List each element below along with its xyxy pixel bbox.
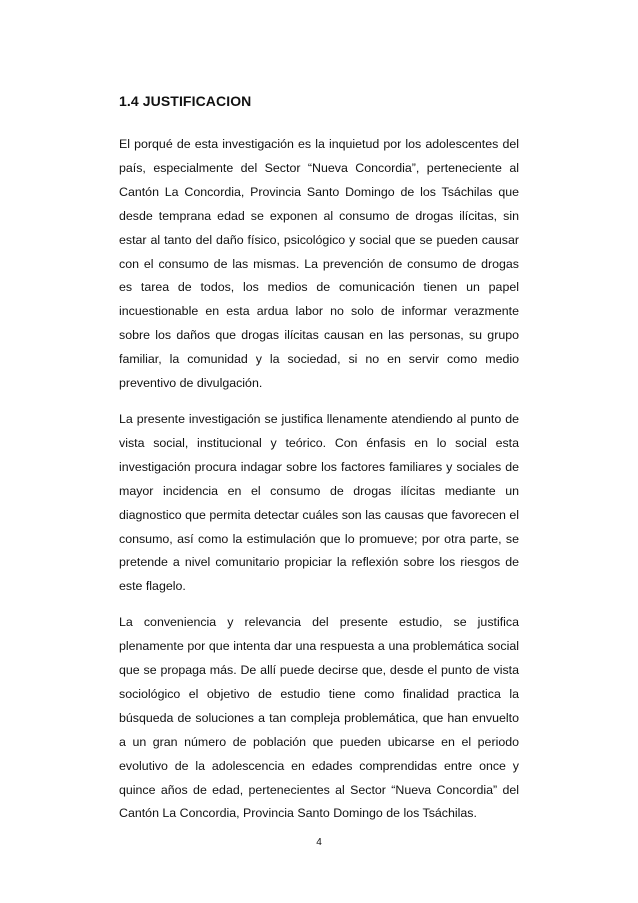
paragraph-2: La presente investigación se justifica llenamente atendiendo al punto de vista social, institucional y teórico. Con énfasis en lo social esta investigación procura indagar sobre los factores familiares y sociales de mayor incidencia en el consumo de drogas ilícitas mediante un diagnostico que permita detectar cuáles son las causas que favorecen el consumo, así como la estimulación que lo promueve; por otra parte, se pretende a nivel comunitario propiciar la reflexión sobre los riesgos de este flagelo.	[119, 411, 519, 594]
page-number: 4	[316, 837, 322, 848]
section-heading: 1.4 JUSTIFICACION	[119, 93, 252, 109]
paragraph-3: La conveniencia y relevancia del presente estudio, se justifica plenamente por que intenta dar una respuesta a una problemática social que se propaga más. De allí puede decirse que, desde el punto de vista sociológico el objetivo de estudio tiene como finalidad practica la búsqueda de soluciones a tan compleja problemática, que han envuelto a un gran número de población que pueden ubicarse en el periodo evolutivo de la adolescencia en edades comprendidas entre once y quince años de edad, pertenecientes al Sector “Nueva Concordia” del Cantón La Concordia, Provincia Santo Domingo de los Tsáchilas.	[119, 615, 519, 821]
paragraph-1: El porqué de esta investigación es la inquietud por los adolescentes del país, especialmente del Sector “Nueva Concordia”, perteneciente al Cantón La Concordia, Provincia Santo Domingo de los Tsáchilas que desde temprana edad se exponen al consumo de drogas ilícitas, sin estar al tanto del daño físico, psicológico y social que se pueden causar con el consumo de las mismas. La prevención de consumo de drogas es tarea de todos, los medios de comunicación tienen un papel incuestionable en esta ardua labor no solo de informar verazmente sobre los daños que drogas ilícitas causan en las personas, su grupo familiar, la comunidad y la sociedad, si no en servir como medio preventivo de divulgación.	[119, 137, 519, 391]
body-text	[119, 133, 519, 838]
